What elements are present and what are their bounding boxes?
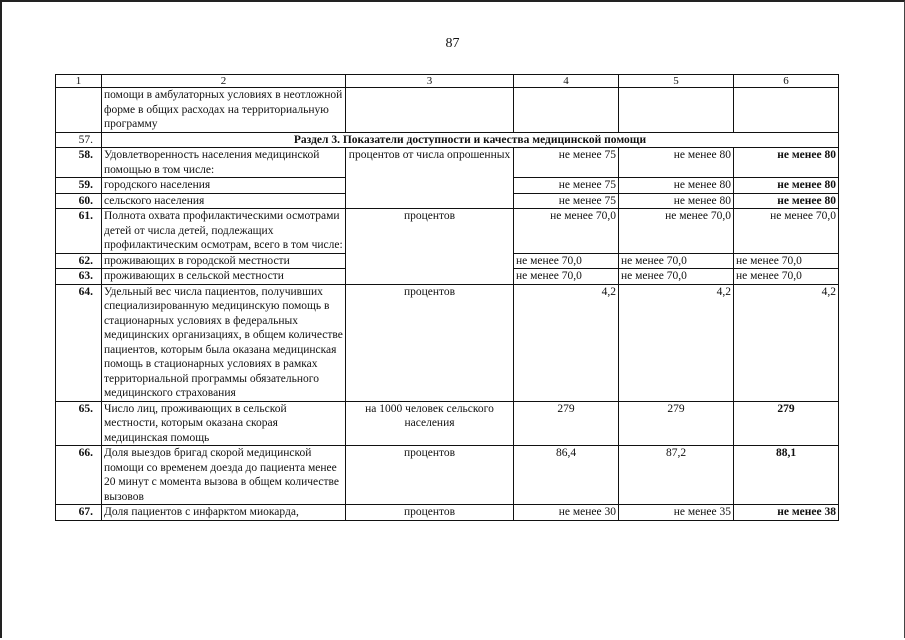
- row-number: 57.: [56, 132, 102, 148]
- row-number: 65.: [56, 401, 102, 446]
- row-name: Удельный вес числа пациентов, получивших специализированную медицинскую помощь в стационарных условиях в федеральных медицинских организациях, в общем количестве пациентов, которым была оказана медицинская помощь в стационарных условиях в рамках территориальной программы обязательного медицинского страхования: [102, 284, 346, 401]
- value-cell: не менее 80: [734, 178, 839, 194]
- row-name: городского населения: [102, 178, 346, 194]
- value-cell: не менее 70,0: [619, 269, 734, 285]
- value-cell: 279: [619, 401, 734, 446]
- section-title: Раздел 3. Показатели доступности и качества медицинской помощи: [102, 132, 839, 148]
- row-name: Доля выездов бригад скорой медицинской помощи со временем доезда до пациента менее 20 минут с момента вызова в общем количестве вызовов: [102, 446, 346, 505]
- table-row: [56, 401, 839, 446]
- value-cell: не менее 80: [734, 148, 839, 178]
- value-cell: не менее 80: [619, 178, 734, 194]
- value-cell: не менее 30: [514, 505, 619, 521]
- value-cell: 87,2: [619, 446, 734, 505]
- value-cell: не менее 80: [734, 193, 839, 209]
- value-cell: не менее 75: [514, 148, 619, 178]
- value-cell: 86,4: [514, 446, 619, 505]
- value-cell: не менее 70,0: [734, 269, 839, 285]
- header-cell: 6: [734, 75, 839, 88]
- table-row: [56, 284, 839, 401]
- table-row: [56, 209, 839, 254]
- row-number: 67.: [56, 505, 102, 521]
- header-cell: 2: [102, 75, 346, 88]
- value-cell: 88,1: [734, 446, 839, 505]
- value-cell: 4,2: [619, 284, 734, 401]
- row-number: 66.: [56, 446, 102, 505]
- row-number: 64.: [56, 284, 102, 401]
- table-row: [56, 148, 839, 178]
- row-number: 61.: [56, 209, 102, 254]
- row-unit: процентов: [346, 209, 514, 285]
- row-name: Число лиц, проживающих в сельской местности, которым оказана скорая медицинская помощь: [102, 401, 346, 446]
- row-number: 63.: [56, 269, 102, 285]
- row-number: 59.: [56, 178, 102, 194]
- header-cell: 3: [346, 75, 514, 88]
- indicators-table: [55, 74, 839, 521]
- row-number: 62.: [56, 253, 102, 269]
- row-unit: процентов: [346, 446, 514, 505]
- row-unit: процентов от числа опрошенных: [346, 148, 514, 209]
- row-name: проживающих в городской местности: [102, 253, 346, 269]
- value-cell: 4,2: [734, 284, 839, 401]
- value-cell: 279: [734, 401, 839, 446]
- row-name: Удовлетворенность населения медицинской помощью в том числе:: [102, 148, 346, 178]
- row-name: сельского населения: [102, 193, 346, 209]
- row-unit: процентов: [346, 505, 514, 521]
- value-cell: 279: [514, 401, 619, 446]
- row-unit: процентов: [346, 284, 514, 401]
- page-number: 87: [445, 36, 460, 51]
- row-name: Доля пациентов с инфарктом миокарда,: [102, 505, 346, 521]
- value-cell: не менее 75: [514, 178, 619, 194]
- row-name: Полнота охвата профилактическими осмотрами детей от числа детей, подлежащих профилактическим осмотрам, всего в том числе:: [102, 209, 346, 254]
- value-cell: не менее 80: [619, 148, 734, 178]
- value-cell: не менее 75: [514, 193, 619, 209]
- value-cell: не менее 70,0: [514, 253, 619, 269]
- table-row: [56, 505, 839, 521]
- row-number: 58.: [56, 148, 102, 178]
- value-cell: не менее 70,0: [514, 269, 619, 285]
- value-cell: не менее 70,0: [734, 253, 839, 269]
- value-cell: не менее 70,0: [619, 209, 734, 254]
- table-row: [56, 88, 839, 133]
- value-cell: не менее 35: [619, 505, 734, 521]
- row-unit: на 1000 человек сельского населения: [346, 401, 514, 446]
- row-name: проживающих в сельской местности: [102, 269, 346, 285]
- value-cell: 4,2: [514, 284, 619, 401]
- value-cell: не менее 70,0: [514, 209, 619, 254]
- value-cell: не менее 38: [734, 505, 839, 521]
- row-name: помощи в амбулаторных условиях в неотложной форме в общих расходах на территориальную программу: [102, 88, 346, 133]
- value-cell: не менее 70,0: [619, 253, 734, 269]
- header-cell: 4: [514, 75, 619, 88]
- row-number: 60.: [56, 193, 102, 209]
- header-cell: 5: [619, 75, 734, 88]
- table-row: [56, 446, 839, 505]
- section-row: [56, 132, 839, 148]
- header-row: [56, 75, 839, 88]
- value-cell: не менее 80: [619, 193, 734, 209]
- value-cell: не менее 70,0: [734, 209, 839, 254]
- header-cell: 1: [56, 75, 102, 88]
